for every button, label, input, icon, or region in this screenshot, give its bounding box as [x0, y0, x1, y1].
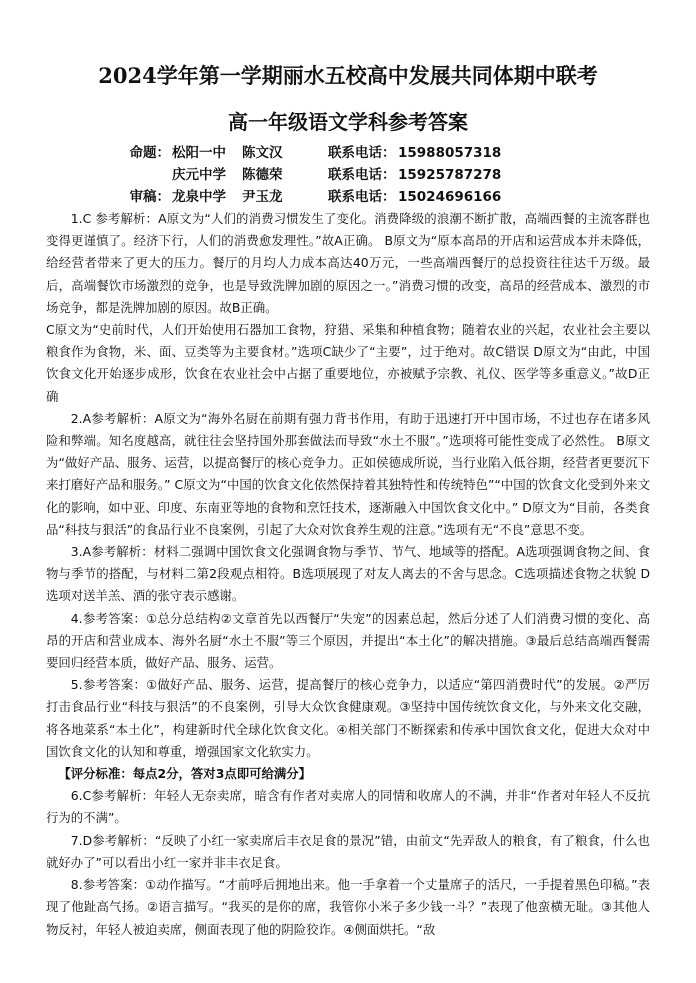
answer-paragraph: 6.C参考解析：年轻人无奈卖席，暗含有作者对卖席人的同情和收席人的不满，并非“作者对年轻人不反抗行为的不满”。 — [46, 788, 650, 826]
credit-name: 陈文汉 — [242, 145, 283, 161]
answer-paragraph: 7.D参考解析：“反映了小红一家卖席后丰衣足食的景况”错，由前文“先弄敌人的粮食，有了粮食，什么也就好办了”可以看出小红一家并非丰衣足食。 — [46, 832, 650, 870]
credit-school: 庆元中学 — [172, 167, 226, 183]
credit-role: 命题： — [129, 145, 170, 161]
credit-phone: 15988057318 — [398, 145, 502, 161]
answer-paragraph: 5.参考答案：①做好产品、服务、运营，提高餐厅的核心竞争力，以适应“第四消费时代”的发展。②严厉打击食品行业“科技与狠活”的不良案例，引导大众饮食健康观。③坚持中国传统饮食文化，与外来文化交融，将各地菜系“本土化”，构建新时代全球化饮食文化。④相关部门不断探索和传承中国饮食文化，促进大众对中国饮食文化的认知和尊重，增强国家文化软实力。 — [46, 677, 650, 759]
credit-role: 审稿： — [129, 189, 170, 205]
credit-role — [46, 164, 170, 186]
credit-row — [46, 186, 650, 208]
answer-paragraph: 3.A参考解析：材料二强调中国饮食文化强调食物与季节、节气、地域等的搭配。A选项强调食物之间、食物与季节的搭配，与材料二第2段观点相符。B选项展现了对友人离去的不舍与思念。C选项描述食物之状貌 D选项对送羊羔、酒的张守表示感谢。 — [46, 544, 650, 604]
answer-paragraph: 8.参考答案：①动作描写。“才前呼后拥地出来。他一手拿着一个丈量席子的活尺，一手提着黑色印稿。”表现了他趾高气扬。②语言描写。“我买的是你的席，我管你小米子多少钱一斗？”表现了他蛮横无耻。③其他人物反衬，年轻人被迫卖席，侧面表现了他的阴险狡诈。④侧面烘托。“敌 — [46, 877, 650, 937]
credit-phone: 15024696166 — [398, 189, 502, 205]
answer-body — [46, 208, 650, 941]
answer-paragraph: 2.A参考解析：A原文为“海外名厨在前期有强力背书作用，有助于迅速打开中国市场，不过也存在诸多风险和弊端。知名度越高，就往往会坚持国外那套做法而导致“水土不服”。”选项将可能性变成了必然性。 B原文为“做好产品、服务、运营，以提高餐厅的核心竞争力。正如侯德成所说，当行业陷入低谷期，经营者更要沉下来打磨好产品和服务。” C原文为“中国的饮食文化依然保持着其独特性和传统特色”“中国的饮食文化受到外来文化的影响，如中亚、印度、东南亚等地的食物和烹饪技术，逐渐融入中国饮食文化中。” D原文为“目前，各类食品“科技与狠活”的食品行业不良案例，引起了大众对饮食养生观的注意。”选项有无“不良”意思不变。 — [46, 410, 650, 537]
credit-row — [46, 142, 650, 164]
credit-school: 龙泉中学 — [172, 189, 226, 205]
credit-name: 尹玉龙 — [242, 189, 283, 205]
credit-phone: 15925787278 — [398, 167, 502, 183]
answer-paragraph: 4.参考答案：①总分总结构②文章首先以西餐厅“失宠”的因素总起，然后分述了人们消费习惯的变化、高昂的开店和营业成本、海外名厨“水土不服”等三个原因，并提出“本土化”的解决措施。③最后总结高端西餐需要回归经营本质，做好产品、服务、运营。 — [46, 610, 650, 671]
credit-row — [46, 164, 650, 186]
grading-standard: 【评分标准：每点2分，答对3点即可给满分】 — [58, 766, 312, 782]
page-title: 2024学年第一学期丽水五校高中发展共同体期中联考 — [98, 63, 598, 88]
credit-phone-label: 联系电话： — [328, 145, 396, 161]
answer-paragraph: 1.C 参考解析：A原文为“人们的消费习惯发生了变化。消费降级的浪潮不断扩散，高端西餐的主流客群也变得更谨慎了。经济下行，人们的消费愈发理性。”故A正确。 B原文为“原本高昂的开店和运营成本并未降低，给经营者带来了更大的压力。餐厅的月均人力成本高达40万元，一些高端西餐厅的总投资往往达千万级。最后，高端餐饮市场激烈的竞争，也是导致洗牌加剧的原因之一。”消费习惯的改变，高昂的经营成本、激烈的市场竞争，都是洗牌加剧的原因。故B正确。 — [46, 211, 650, 315]
credit-name: 陈德荣 — [242, 167, 283, 183]
answer-paragraph: C原文为“史前时代，人们开始使用石器加工食物，狩猎、采集和种植食物；随着农业的兴起，农业社会主要以粮食作为食物，米、面、豆类等为主要食材。”选项C缺少了“主要”，过于绝对。故C错误 D原文为“由此，中国饮食文化开始逐步成形，饮食在农业社会中占据了重要地位，亦被赋予宗教、礼仪、医学等多重意义。”故D正确 — [46, 322, 650, 404]
credit-phone-label: 联系电话： — [328, 189, 396, 205]
credit-school: 松阳一中 — [172, 145, 226, 161]
credit-phone-label: 联系电话： — [328, 167, 396, 183]
credits-block — [46, 142, 650, 208]
page-subtitle: 高一年级语文学科参考答案 — [228, 110, 468, 134]
